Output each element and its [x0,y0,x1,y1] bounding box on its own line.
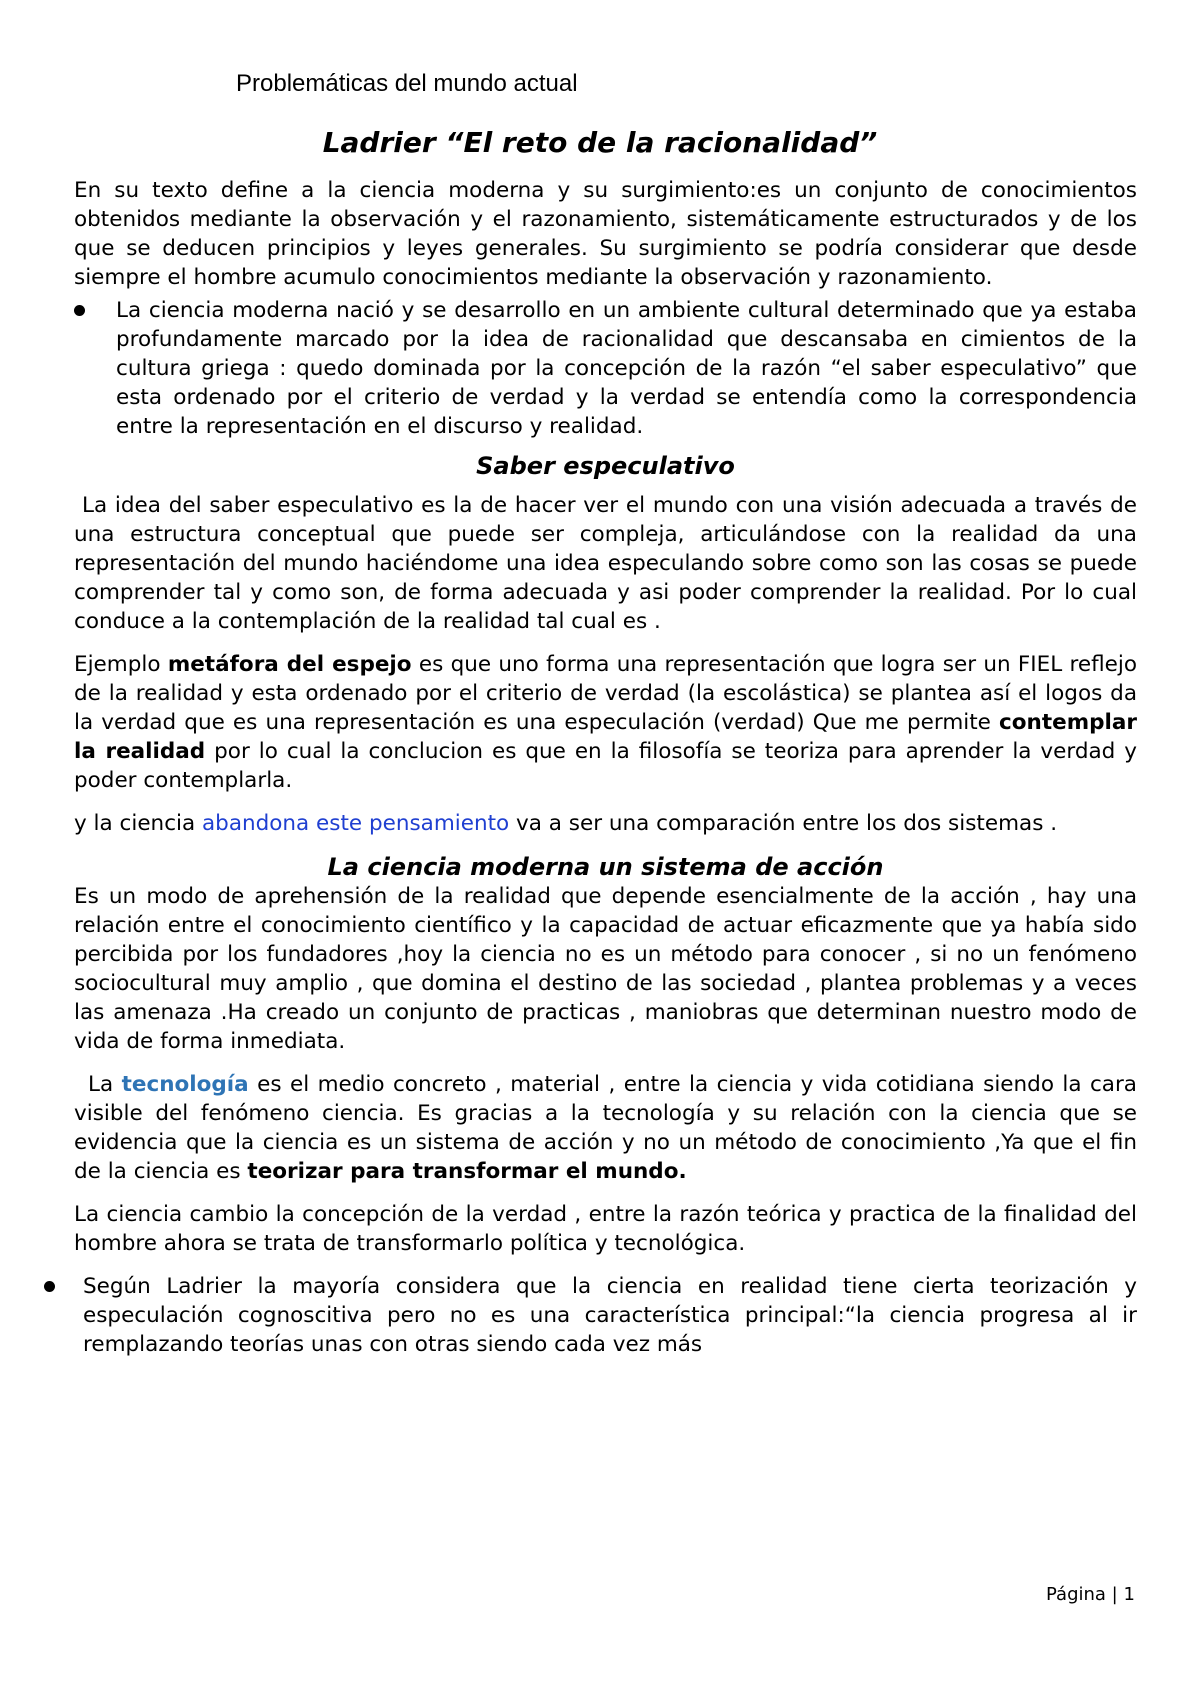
section-heading-sistema-de-accion: La ciencia moderna un sistema de acción [327,853,884,881]
paragraph: La ciencia cambio la concepción de la verdad , entre la razón teórica y practica de la finalidad del hombre ahora se trata de transformarlo política y tecnológica. [74,1202,1137,1256]
text-run: es que uno forma una representación que logra ser un FIEL reflejo de la realidad y esta ordenado por el criterio de verdad (la escolástica) se plantea así el logos da la verdad que es una representación es una especulación (verdad) Que me permite [74,652,1137,735]
text-run: por lo cual la conclucion es que en la filosofía se teoriza para aprender la verdad y poder contemplarla. [74,739,1137,793]
highlighted-text: abandona este pensamiento [202,811,510,836]
text-run: y la ciencia [74,811,202,836]
bold-text: teorizar para transformar el mundo. [247,1159,687,1184]
bullet-icon [74,305,85,316]
bullet-text: La ciencia moderna nació y se desarrollo en un ambiente cultural determinado que ya estaba profundamente marcado por la idea de racionalidad que descansaba en cimientos de la cultura griega : quedo dominada por la concepción de la razón “el saber especulativo” que esta ordenado por el criterio de verdad y la verdad se entendía como la correspondencia entre la representación en el discurso y realidad. [116,298,1137,439]
document-body [74,176,1137,1369]
bold-text: contemplar la realidad [74,710,1137,764]
bullet-item [74,1272,1137,1359]
page-number: Página | 1 [1046,1584,1135,1605]
bullet-text: Según Ladrier la mayoría considera que la ciencia en realidad tiene cierta teorización y especulación cognoscitiva pero no es una característica principal:“la ciencia progresa al ir remplazando teorías unas con otras siendo cada vez más [83,1274,1137,1357]
page-header: Problemáticas del mundo actual [236,70,578,97]
paragraph [74,809,1137,838]
section-heading-saber-especulativo: Saber especulativo [476,452,735,480]
paragraph [74,650,1137,795]
paragraph: Es un modo de aprehensión de la realidad que depende esencialmente de la acción , hay una relación entre el conocimiento científico y la capacidad de actuar eficazmente que ya había sido percibida por los fundadores ,hoy la ciencia no es un método para conocer , si no un fenómeno sociocultural muy amplio , que domina el destino de las sociedad , plantea problemas y a veces las amenaza .Ha creado un conjunto de practicas , maniobras que determinan nuestro modo de vida de forma inmediata. [74,884,1137,1054]
bold-text: metáfora del espejo [167,652,412,677]
text-run: La [88,1072,122,1097]
text-run: va a ser una comparación entre los dos sistemas . [509,811,1058,836]
paragraph [74,1070,1137,1186]
paragraph: La idea del saber especulativo es la de hacer ver el mundo con una visión adecuada a través de una estructura conceptual que puede ser compleja, articulándose con la realidad da una representación del mundo haciéndome una idea especulando sobre como son las cosas se puede comprender tal y como son, de forma adecuada y asi poder comprender la realidad. Por lo cual conduce a la contemplación de la realidad tal cual es . [74,493,1137,634]
bullet-item [74,296,1137,441]
text-run: Ejemplo [74,652,168,677]
bullet-icon [44,1281,55,1292]
document-title: Ladrier “El reto de la racionalidad” [322,126,878,159]
intro-paragraph: En su texto define a la ciencia moderna y su surgimiento:es un conjunto de conocimientos obtenidos mediante la observación y el razonamiento, sistemáticamente estructurados y de los que se deducen principios y leyes generales. Su surgimiento se podría considerar que desde siempre el hombre acumulo conocimientos mediante la observación y razonamiento. [74,178,1137,290]
highlighted-text: tecnología [121,1072,249,1097]
text-run: es el medio concreto , material , entre la ciencia y vida cotidiana siendo la cara visible del fenómeno ciencia. Es gracias a la tecnología y su relación con la ciencia que se evidencia que la ciencia es un sistema de acción y no un método de conocimiento ,Ya que el fin de la ciencia es [74,1072,1137,1184]
